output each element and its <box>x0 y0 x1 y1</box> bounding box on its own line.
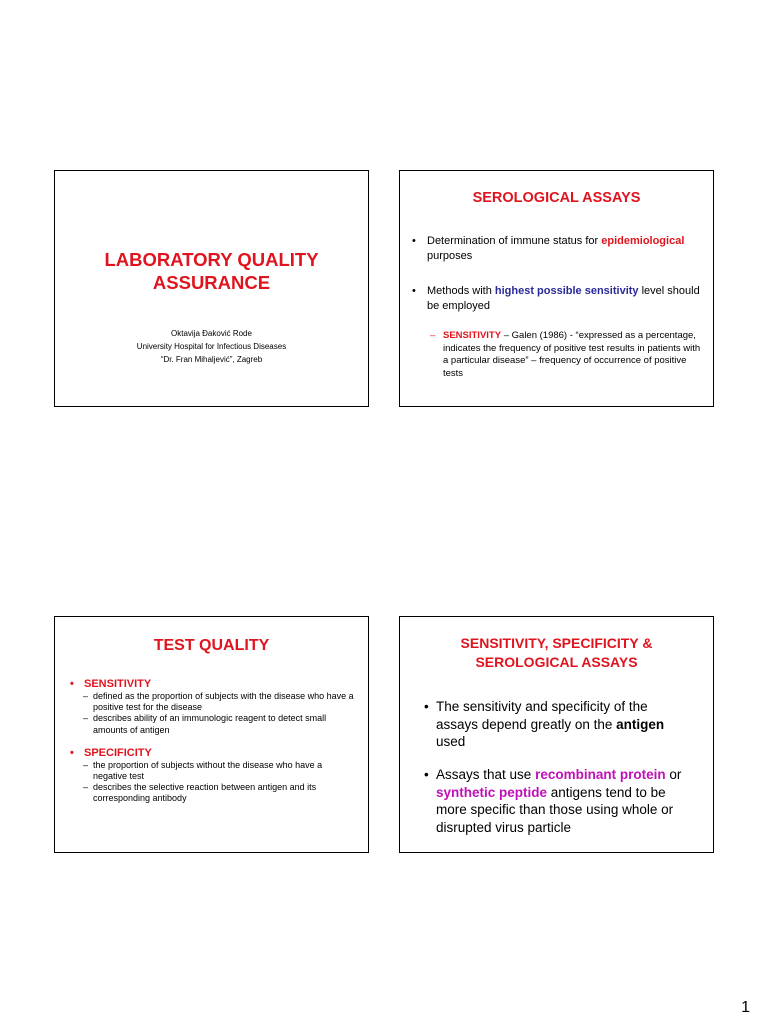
slide-test-quality <box>54 616 369 853</box>
author-institution: University Hospital for Infectious Diseases <box>136 342 287 351</box>
bullet-item: • Assays that use recombinant protein or synthetic peptide antigens tend to be more specific than those using whole or disrupted virus particle <box>424 767 682 835</box>
bullet-item: • SPECIFICITY <box>70 746 152 759</box>
author-block <box>55 327 368 366</box>
bullet-item: • Methods with highest possible sensitivity level should be employed <box>412 285 700 312</box>
sub-bullet-item: – SENSITIVITY – Galen (1986) - “expressed as a percentage, indicates the frequency of positive test results in patients with a particular disease” – frequency of occurrence of positive tests <box>430 330 701 379</box>
page-number: 1 <box>741 999 750 1016</box>
slide-title <box>54 170 369 407</box>
test-quality-list <box>70 677 354 805</box>
bullet-item: • SENSITIVITY <box>70 678 152 690</box>
sub-bullet-item: – the proportion of subjects without the disease who have a negative test <box>83 759 323 782</box>
slide-serological-assays <box>399 170 714 407</box>
sub-bullet-item: – defined as the proportion of subjects with the disease who have a positive test for the disease <box>83 691 354 713</box>
sub-bullet-item: – describes ability of an immunologic reagent to detect small amounts of antigen <box>83 713 327 735</box>
author-location: “Dr. Fran Mihaljević”, Zagreb <box>160 355 263 364</box>
presentation-title: LABORATORY QUALITY ASSURANCE <box>104 249 319 293</box>
sub-bullet-item: – describes the selective reaction between antigen and its corresponding antibody <box>83 782 317 804</box>
bullet-item: • Determination of immune status for epidemiological purposes <box>412 235 685 262</box>
slide-heading: SEROLOGICAL ASSAYS <box>472 190 641 206</box>
author-name: Oktavija Đaković Rode <box>171 329 252 338</box>
slide-sensitivity-specificity <box>399 616 714 853</box>
bullet-item: • The sensitivity and specificity of the assays depend greatly on the antigen used <box>424 699 665 749</box>
slide-heading: TEST QUALITY <box>153 637 270 654</box>
slide-heading: SENSITIVITY, SPECIFICITY & SEROLOGICAL ASSAYS <box>460 635 653 670</box>
